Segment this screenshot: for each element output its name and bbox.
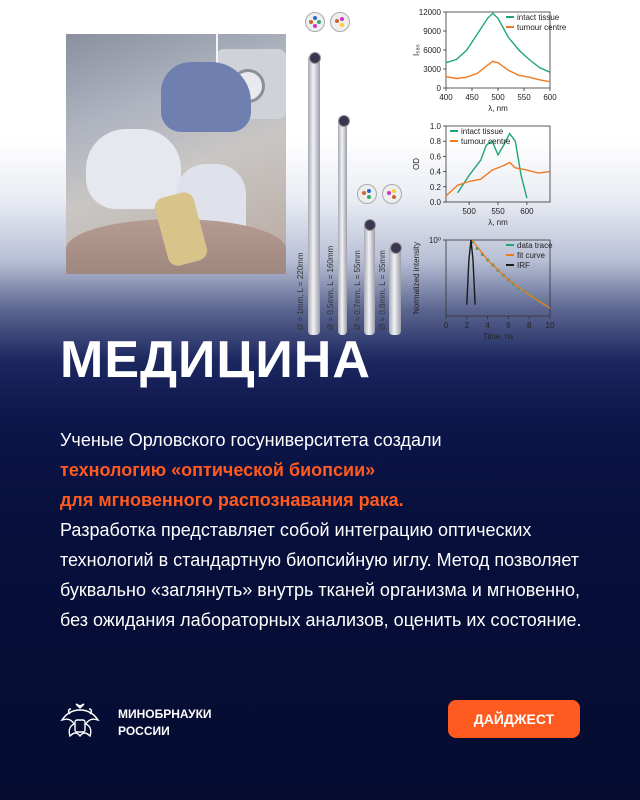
y-axis-label: Normalized intensity — [412, 241, 421, 315]
x-tick-label: 8 — [526, 321, 532, 330]
digest-button[interactable]: ДАЙДЖЕСТ — [448, 700, 580, 738]
y-tick-label: 0.6 — [429, 152, 441, 162]
arm — [161, 62, 251, 132]
needle-label-2: Ø = 0.5mm, L = 160mm — [326, 245, 335, 330]
legend-label: data trace — [517, 241, 553, 250]
ministry-name-line1: МИНОБРНАУКИ — [118, 707, 212, 721]
y-tick-label: 12000 — [418, 8, 441, 17]
x-tick-label: 600 — [520, 207, 534, 216]
article-text-rest: Разработка представляет собой интеграцию оптических технологий в стандартную биопсийную иглу. Метод позволяет буквально «заглянуть» внутрь тканей организма и мгновенно, без ожидания лабораторных анализов, оценить их состояние. — [60, 520, 582, 630]
x-axis-label: λ, nm — [488, 218, 508, 227]
needle-label-4: Ø = 0.8mm, L = 35mm — [378, 250, 387, 330]
x-tick-label: 2 — [464, 321, 470, 330]
x-tick-label: 6 — [506, 321, 511, 330]
x-tick-label: 500 — [491, 93, 505, 102]
x-tick-label: 550 — [517, 93, 531, 102]
needle-label-3: Ø = 0.7mm, L = 55mm — [353, 250, 362, 330]
needle-tip-3 — [364, 219, 376, 231]
y-tick-label: 0.4 — [429, 167, 441, 177]
y-tick-label: 3000 — [423, 65, 441, 74]
x-tick-label: 450 — [465, 93, 479, 102]
biopsy-needle-3 — [364, 222, 375, 335]
y-axis-label: I₅₈₅ — [412, 44, 421, 56]
x-tick-label: 500 — [462, 207, 476, 216]
needle-cross-section-3 — [357, 184, 377, 204]
procedure-photo — [66, 34, 286, 274]
optical-density-chart — [410, 120, 560, 232]
biopsy-needle-1 — [308, 55, 320, 335]
needle-cross-section-4 — [382, 184, 402, 204]
x-axis-label: Time, ns — [482, 332, 514, 341]
x-tick-label: 0 — [443, 321, 449, 330]
needle-label-1: Ø = 1mm, L = 220mm — [296, 252, 305, 330]
needle-cross-section-1 — [305, 12, 325, 32]
needle-tip-4 — [390, 242, 402, 254]
needle-cross-section-2 — [330, 12, 350, 32]
article-highlight-1: технологию «оптической биопсии» — [60, 460, 376, 480]
article-text-intro: Ученые Орловского госуниверситета создали — [60, 430, 442, 450]
y-tick-label: 6000 — [423, 46, 441, 55]
optical-density-svg — [410, 120, 560, 232]
needle-tip-2 — [338, 115, 350, 127]
legend-label: tumour centre — [517, 23, 567, 32]
x-tick-label: 10 — [545, 321, 555, 330]
y-tick-label: 10⁰ — [428, 236, 441, 245]
y-tick-label: 0.2 — [429, 182, 441, 192]
legend-label: intact tissue — [461, 127, 504, 136]
article-text — [60, 425, 600, 635]
x-axis-label: λ, nm — [488, 104, 508, 113]
x-tick-label: 550 — [491, 207, 505, 216]
y-tick-label: 0.0 — [429, 198, 441, 207]
x-tick-label: 600 — [543, 93, 557, 102]
legend-label: IRF — [517, 261, 530, 270]
x-tick-label: 4 — [485, 321, 490, 330]
y-axis-label: OD — [412, 158, 421, 170]
y-tick-label: 0 — [436, 84, 441, 93]
legend-label: intact tissue — [517, 13, 560, 22]
y-tick-label: 0.8 — [429, 137, 441, 147]
headline: МЕДИЦИНА — [60, 331, 371, 389]
fluorescence-decay-svg — [410, 234, 560, 346]
fluorescence-spectrum-svg — [410, 6, 567, 118]
series-line — [446, 163, 550, 196]
y-tick-label: 9000 — [423, 27, 441, 36]
fluorescence-spectrum-chart — [410, 6, 567, 118]
series-line — [467, 240, 475, 305]
coat-of-arms-icon — [58, 700, 102, 744]
biopsy-needle-4 — [389, 245, 401, 335]
ministry-name — [118, 706, 212, 740]
ministry-name-line2: РОССИИ — [118, 724, 170, 738]
needle-tip-1 — [309, 52, 321, 64]
fluorescence-decay-chart — [410, 234, 560, 346]
biopsy-needle-2 — [338, 118, 347, 335]
legend-label: tumour centre — [461, 137, 511, 146]
x-tick-label: 400 — [439, 93, 453, 102]
legend-label: fit curve — [517, 251, 546, 260]
y-tick-label: 1.0 — [429, 122, 441, 131]
article-highlight-2: для мгновенного распознавания рака. — [60, 490, 404, 510]
